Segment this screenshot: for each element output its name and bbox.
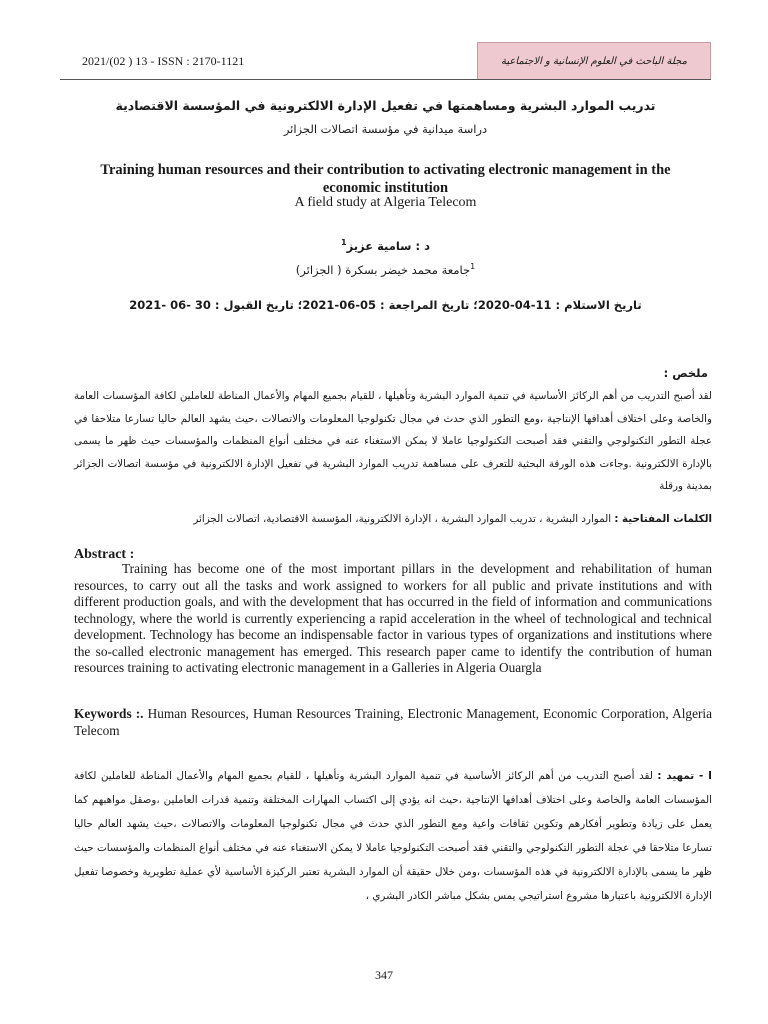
author-name: د : سامية عزيز	[346, 238, 430, 253]
introduction-paragraph	[74, 764, 712, 908]
header-divider	[60, 79, 711, 80]
introduction-text: لقد أصبح التدريب من أهم الركائز الأساسية في تنمية الموارد البشرية وتأهيلها ، للقيام بجميع المهام والأعمال المناطة للعاملين لكافة المؤسسات العامة والخاصة وعلى اختلاف أهدافها الإنتاجية ،حيث انه يؤدي إلى اكتساب المهارات المختلفة وتنمية قدرات العاملين ،وصقل مواهبهم كما يعمل على زيادة وتطوير أفكارهم وتكوين ثقافات واعية ومع التطور الذي حدث في مجال تكنولوجيا المعلومات والاتصالات ،حيث يشهد العالم حاليا تسارعا متلاحقا في عجلة التطور التكنولوجي والتقني فقد أصبحت التكنولوجيا عاملا لا يمكن الاستغناء عنه في مختلف أنواع المنظمات والمؤسسات حيث ظهر ما يسمى بالإدارة الالكترونية في هذه المؤسسات ،ومن خلال حقيقة أن الموارد البشرية تعتبر الركيزة الأساسية لأي عملية تطويرية وخصوصا تفعيل الإدارة الالكترونية باعتبارها مشروع استراتيجي يمس بشكل مباشر الكادر البشري ،	[74, 770, 712, 902]
arabic-subtitle: دراسة ميدانية في مؤسسة اتصالات الجزائر	[283, 122, 488, 136]
journal-name: مجلة الباحث في العلوم الإنسانية و الاجتماعية	[501, 55, 687, 67]
english-subtitle: A field study at Algeria Telecom	[294, 195, 477, 210]
issn-line: 2021/(02 ) 13 - ISSN : 2170-1121	[82, 54, 245, 68]
english-keywords-list: Human Resources, Human Resources Training, Electronic Management, Economic Corporation, Algeria Telecom	[74, 706, 712, 738]
affiliation-superscript: 1	[470, 262, 476, 271]
arabic-keywords-label: الكلمات المفتاحية :	[614, 513, 712, 525]
article-dates: تاريخ الاستلام : 11-04-2020؛ تاريخ المراجعة : 05-06-2021؛ تاريخ القبول : 30 -06 -2021	[129, 298, 642, 312]
arabic-abstract-heading: ملخص :	[663, 366, 708, 380]
arabic-keywords-list: الموارد البشرية ، تدريب الموارد البشرية ، الإدارة الالكترونية، المؤسسة الاقتصادية، اتصالات الجزائر	[193, 513, 612, 525]
arabic-keywords	[74, 513, 712, 525]
english-keywords	[74, 705, 712, 739]
author-line	[60, 238, 711, 253]
english-abstract: Training has become one of the most important pillars in the development and rehabilitation of human resources, to carry out all the tasks and work assigned to workers for all public and private institutions and with different production goals, and with the development that has occurred in the field of information and communications technology, where the world is currently experiencing a rapid acceleration in the wheel of technological and technical development. Technology has become an indispensable factor in various types of organizations and institutions where the so-called electronic management has emerged. This research paper came to identify the contribution of human resources training to activating electronic management in a Galleries in Algeria Ouargla	[74, 561, 712, 675]
english-abstract-heading: Abstract :	[74, 547, 135, 562]
page-header	[60, 42, 711, 80]
english-keywords-label: Keywords :.	[74, 706, 144, 721]
author-superscript: 1	[341, 238, 347, 247]
affiliation-line	[60, 262, 711, 277]
english-title: Training human resources and their contribution to activating electronic management in the economic institution	[100, 162, 671, 196]
page-number: 347	[375, 968, 393, 982]
journal-name-box	[477, 42, 711, 80]
arabic-title: تدريب الموارد البشرية ومساهمتها في تفعيل الإدارة الالكترونية في المؤسسة الاقتصادية	[115, 98, 656, 113]
introduction-label: I - تمهيد :	[657, 770, 712, 782]
arabic-abstract: لقد أصبح التدريب من أهم الركائز الأساسية في تنمية الموارد البشرية وتأهيلها ، للقيام بجميع المهام والأعمال المناطة للعاملين لكافة المؤسسات العامة والخاصة وعلى اختلاف أهدافها الإنتاجية ،ومع التطور الذي حدث في مجال تكنولوجيا المعلومات والاتصالات ،حيث يشهد العالم حاليا تسارعا متلاحقا في عجلة التطور التكنولوجي والتقني فقد أصبحت التكنولوجيا عاملا لا يمكن الاستغناء عنه في مختلف أنواع المنظمات والمؤسسات حيث ظهر ما يسمى بالإدارة الالكترونية .وجاءت هذه الورقة البحثية للتعرف على مساهمة تدريب الموارد البشرية في تفعيل الإدارة الالكترونية في مؤسسة اتصالات الجزائر بمدينة ورقلة	[74, 390, 712, 492]
affiliation: جامعة محمد خيضر بسكرة ( الجزائر)	[295, 262, 471, 277]
